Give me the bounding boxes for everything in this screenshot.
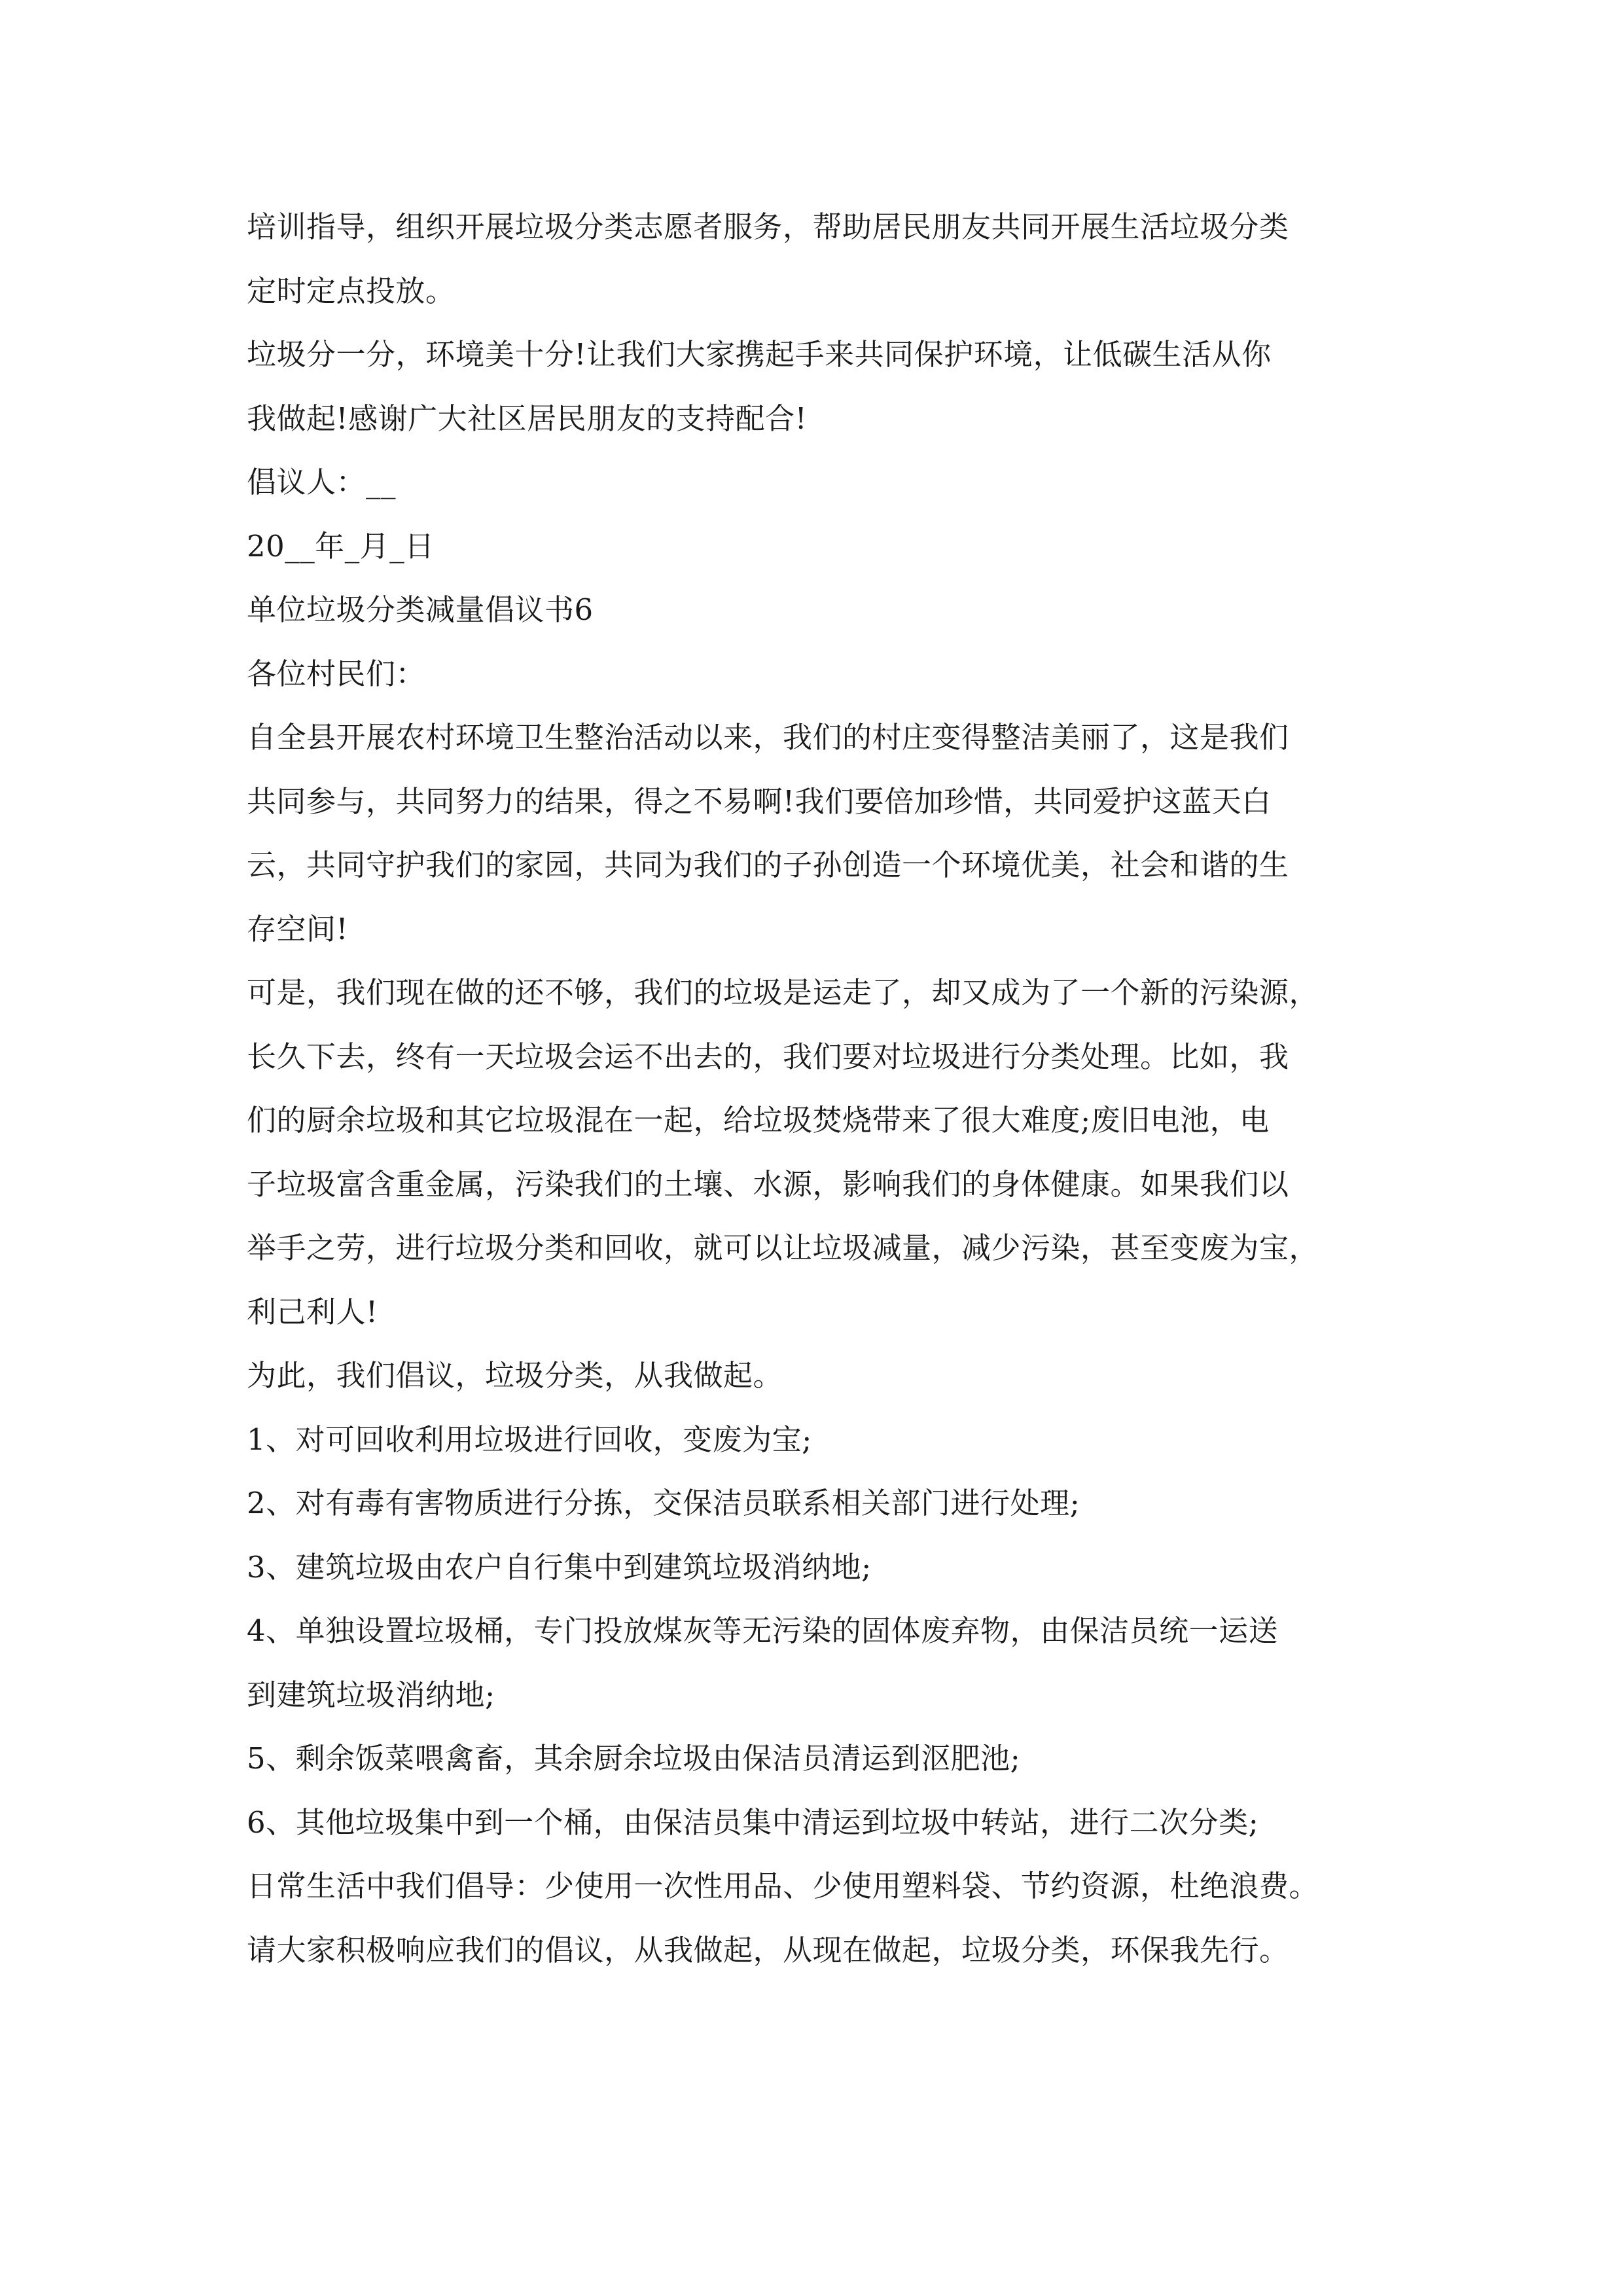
list-item: 1、对可回收利用垃圾进行回收，变废为宝; [247,1422,812,1457]
text-line: 培训指导，组织开展垃圾分类志愿者服务，帮助居民朋友共同开展生活垃圾分类 [247,209,1289,244]
text-line: 可是，我们现在做的还不够，我们的垃圾是运走了，却又成为了一个新的污染源， [247,975,1319,1010]
proposer-line: 倡议人：__ [247,465,397,499]
date-line: 20__年_月_日 [247,528,435,564]
document-body [247,195,1392,1982]
text-line: 我做起!感谢广大社区居民朋友的支持配合! [247,401,808,436]
list-item: 4、单独设置垃圾桶，专门投放煤灰等无污染的固体废弃物，由保洁员统一运送 [247,1613,1279,1648]
list-item: 3、建筑垃圾由农户自行集中到建筑垃圾消纳地; [247,1549,872,1585]
text-line: 共同参与，共同努力的结果，得之不易啊!我们要倍加珍惜，共同爱护这蓝天白 [247,783,1272,819]
list-item-continuation: 到建筑垃圾消纳地; [247,1677,495,1712]
list-item: 6、其他垃圾集中到一个桶，由保洁员集中清运到垃圾中转站，进行二次分类; [247,1804,1259,1840]
salutation: 各位村民们： [247,656,426,691]
list-item: 2、对有毒有害物质进行分拣，交保洁员联系相关部门进行处理; [247,1486,1080,1520]
text-line: 为此，我们倡议，垃圾分类，从我做起。 [247,1358,783,1393]
text-line: 子垃圾富含重金属，污染我们的土壤、水源，影响我们的身体健康。如果我们以 [247,1166,1289,1202]
text-line: 日常生活中我们倡导：少使用一次性用品、少使用塑料袋、节约资源，杜绝浪费。 [247,1869,1319,1903]
text-line: 请大家积极响应我们的倡议，从我做起，从现在做起，垃圾分类，环保我先行。 [247,1932,1289,1967]
text-line: 自全县开展农村环境卫生整治活动以来，我们的村庄变得整洁美丽了，这是我们 [247,720,1289,755]
text-line: 垃圾分一分，环境美十分!让我们大家携起手来共同保护环境，让低碳生活从你 [247,337,1272,372]
list-item: 5、剩余饭菜喂禽畜，其余厨余垃圾由保洁员清运到沤肥池; [247,1741,1021,1776]
text-line: 举手之劳，进行垃圾分类和回收，就可以让垃圾减量，减少污染，甚至变废为宝， [247,1230,1319,1265]
text-line: 们的厨余垃圾和其它垃圾混在一起，给垃圾焚烧带来了很大难度;废旧电池，电 [247,1103,1270,1138]
text-line: 长久下去，终有一天垃圾会运不出去的，我们要对垃圾进行分类处理。比如，我 [247,1039,1289,1074]
text-line: 利己利人! [247,1294,378,1329]
section-title: 单位垃圾分类减量倡议书6 [247,592,594,627]
text-line: 定时定点投放。 [247,273,455,308]
text-line: 云，共同守护我们的家园，共同为我们的子孙创造一个环境优美，社会和谐的生 [247,848,1289,882]
text-line: 存空间! [247,911,349,946]
